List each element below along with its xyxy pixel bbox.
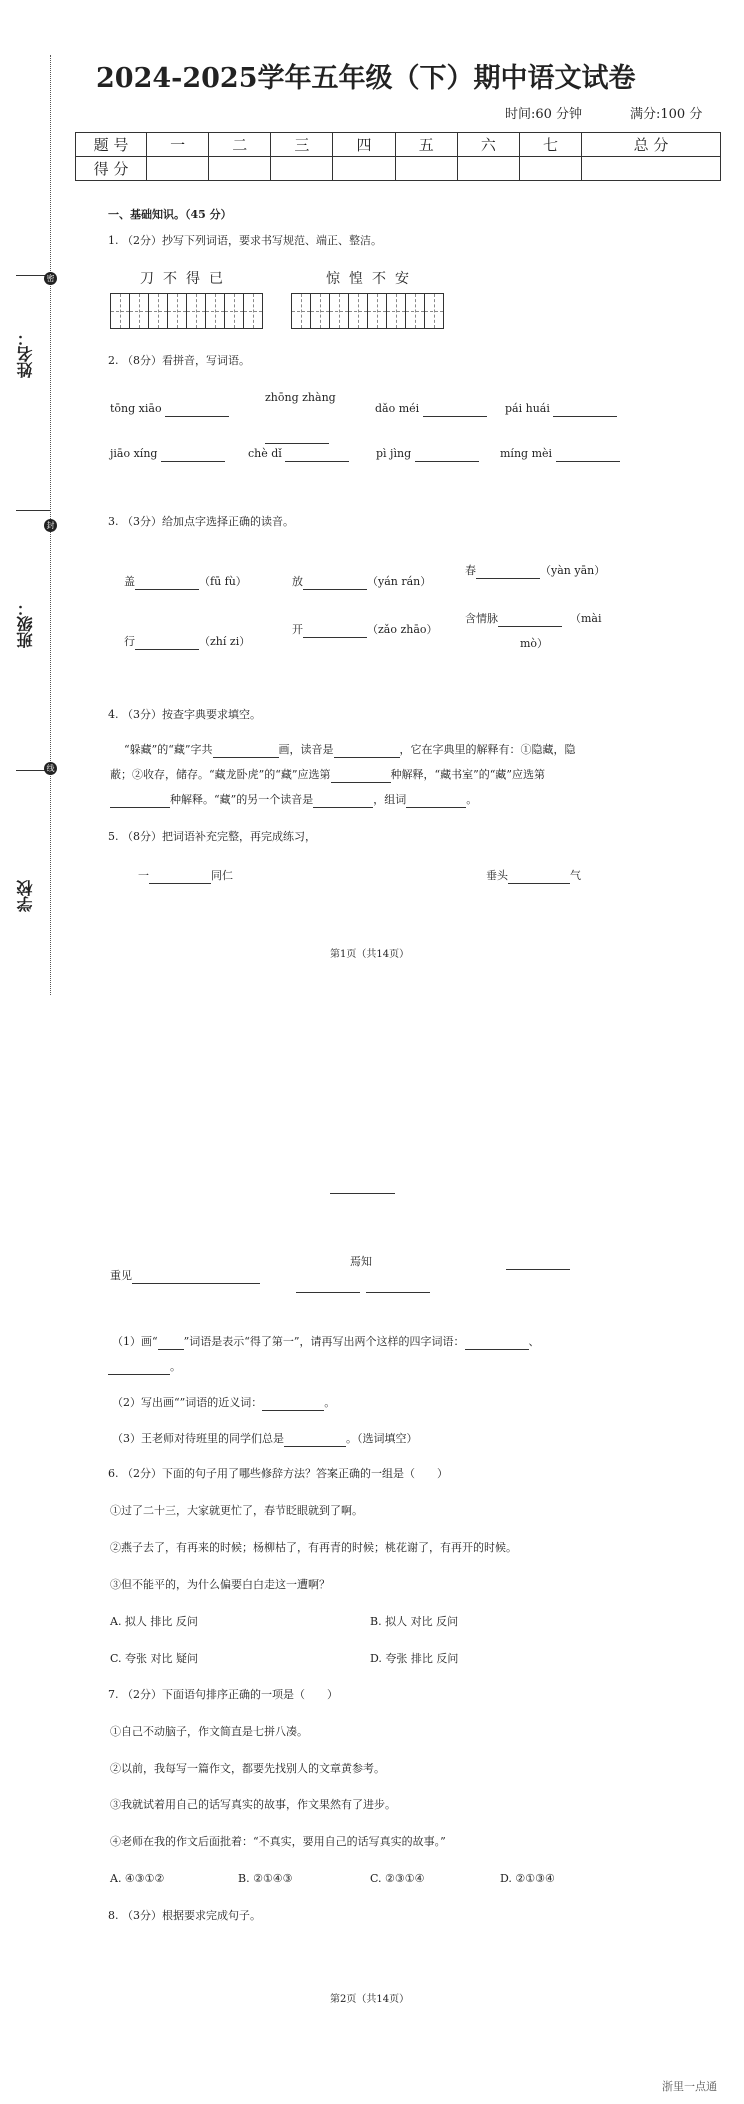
q3-item [124,634,250,650]
pinyin: zhōng zhàng [265,391,336,404]
answer-blank[interactable] [508,871,570,884]
table-header: 题 号 [76,133,147,157]
q6-option-b[interactable]: B. 拟人 对比 反问 [370,1615,459,1628]
q7-option-d[interactable]: D. ②①③④ [500,1872,555,1885]
q4-text: 蔽；②收存，储存。“藏龙卧虎”的“藏”应选第 [110,768,331,781]
score-cell[interactable] [271,157,333,181]
school-label: 学校 [16,880,35,912]
q3-options: （zǎo zhāo） [367,623,438,636]
score-cell[interactable] [333,157,395,181]
seal-mark-feng: 封 [44,519,57,532]
q5-text: 。（选词填空） [346,1432,418,1445]
score-row-label: 得 分 [76,157,147,181]
score-cell[interactable] [519,157,581,181]
q5-sub1 [112,1334,540,1350]
seal-mark-xian: 线 [44,762,57,775]
q5-stem: 5. （8分）把词语补充完整，再完成练习， [108,830,316,843]
score-table-score-row [76,157,721,181]
q2-item-blank[interactable] [265,425,329,444]
answer-blank[interactable] [553,404,617,417]
name-label: 姓名： [16,330,35,378]
q5-text: 重见 [110,1269,132,1282]
q5-text: （3）王老师对待班里的同学们总是 [112,1432,284,1445]
table-header: 七 [519,133,581,157]
q4-text: 。 [466,793,478,806]
q2-item [265,390,336,406]
full-score-label: 满分:100 分 [630,107,703,122]
q4-line-2 [110,767,545,783]
q7-stem: 7. （2分）下面语句排序正确的一项是（ ） [108,1688,338,1701]
answer-blank[interactable] [161,449,225,462]
answer-blank[interactable] [476,566,540,579]
q3-word: 开 [292,623,303,636]
answer-blank[interactable] [135,577,199,590]
answer-blank[interactable] [285,449,349,462]
q5-text: 。 [170,1360,181,1373]
q5-text: 垂头 [486,869,508,882]
score-cell[interactable] [457,157,519,181]
section-heading: 一、基础知识。（45 分） [108,208,232,221]
q3-item [292,574,431,590]
q4-text: “躲藏”的“藏”字共 [124,743,213,756]
q1-word-2: 惊惶不安 [326,271,418,287]
class-label: 班级： [16,600,35,648]
q5-sub3 [112,1431,418,1447]
page-footer-2: 第2页（共14页） [330,1994,410,2005]
seal-mark-mi: 密 [44,272,57,285]
q3-options: （zhí zi） [199,635,251,648]
table-header: 四 [333,133,395,157]
answer-blank[interactable] [265,431,329,444]
q7-option-a[interactable]: A. ④③①② [110,1872,165,1885]
q5-sub2 [112,1395,335,1411]
q5-text: （2）写出画“”词语的近义词： [112,1396,263,1409]
q3-item [465,611,602,627]
q3-options: （fū fù） [199,575,247,588]
q3-options-cont: mò） [520,637,549,650]
q3-word: 放 [292,575,303,588]
pinyin: dǎo méi [375,402,420,415]
answer-blank[interactable] [262,1398,324,1411]
answer-blank[interactable] [406,795,466,808]
q6-stem: 6. （2分）下面的句子用了哪些修辞方法？答案正确的一组是（ ） [108,1467,448,1480]
q5-text: 气 [570,869,581,882]
q7-option-c[interactable]: C. ②③①④ [370,1872,425,1885]
q5-text: 一 [138,869,149,882]
table-header: 总 分 [582,133,721,157]
q4-text: ，它在字典里的解释有：①隐藏，隐 [399,743,576,756]
q1-stem: 1. （2分）抄写下列词语，要求书写规范、端正、整洁。 [108,234,382,247]
q5-idiom-1 [138,868,233,884]
answer-blank[interactable] [423,404,487,417]
pinyin: chè dǐ [248,447,282,460]
answer-blank[interactable] [366,1292,430,1293]
q6-sentence: ①过了二十三，大家就更忙了，春节眨眼就到了啊。 [110,1504,363,1517]
pinyin: míng mèi [500,447,553,460]
q8-stem: 8. （3分）根据要求完成句子。 [108,1909,261,1922]
answer-blank[interactable] [506,1269,570,1270]
q3-stem: 3. （3分）给加点字选择正确的读音。 [108,515,294,528]
q2-item [248,446,349,462]
time-label: 时间:60 分钟 [505,107,583,122]
q5-sub1-cont [108,1359,181,1375]
q2-stem: 2. （8分）看拼音，写词语。 [108,354,250,367]
q3-options: （mài [570,612,602,625]
q6-sentence: ③但不能平的，为什么偏要白白走这一遭啊？ [110,1578,330,1591]
class-blank[interactable] [16,510,50,511]
answer-blank[interactable] [296,1292,360,1293]
q5-idiom-3 [110,1268,260,1284]
answer-blank[interactable] [213,745,279,758]
q3-word: 行 [124,635,135,648]
table-header: 二 [209,133,271,157]
pinyin: jiāo xíng [110,447,158,460]
table-header: 三 [271,133,333,157]
q2-item [505,401,617,417]
q4-text: ，组词 [373,793,407,806]
q3-item [292,622,438,638]
q3-item [124,574,247,590]
answer-blank[interactable] [303,577,367,590]
q3-options: （yàn yān） [540,564,606,577]
answer-blank[interactable] [465,1337,529,1350]
score-table [75,132,721,181]
q3-word: 盖 [124,575,135,588]
watermark: 浙里一点通 [662,2080,717,2093]
q5-text: 同仁 [211,869,233,882]
q2-item [375,401,487,417]
score-cell[interactable] [395,157,457,181]
page-footer-1: 第1页（共14页） [330,949,410,960]
answer-blank[interactable] [415,449,479,462]
answer-blank[interactable] [110,795,170,808]
answer-blank[interactable] [165,404,229,417]
answer-blank[interactable] [330,1193,395,1194]
answer-blank[interactable] [334,745,400,758]
q1-writing-grid-1[interactable] [110,293,263,329]
pinyin: pì jìng [376,447,412,460]
answer-blank[interactable] [284,1434,346,1447]
q4-line-3 [110,792,477,808]
q3-item [465,563,605,579]
score-cell[interactable] [147,157,209,181]
q6-sentence: ②燕子去了，有再来的时候；杨柳枯了，有再青的时候；桃花谢了，有再开的时候。 [110,1541,517,1554]
q5-idiom-4: 焉知 [350,1255,372,1268]
q2-item [110,401,229,417]
q1-word-1: 刀不得已 [140,271,232,287]
q7-sentence: ②以前，我每写一篇作文，都要先找别人的文章黄参考。 [110,1762,385,1775]
table-header: 五 [395,133,457,157]
score-cell[interactable] [209,157,271,181]
q6-option-d[interactable]: D. 夸张 排比 反问 [370,1652,459,1665]
q7-sentence: ③我就试着用自己的话写真实的故事，作文果然有了进步。 [110,1798,396,1811]
q2-item [110,446,225,462]
answer-blank[interactable] [331,770,391,783]
score-table-header-row [76,133,721,157]
q2-item [500,446,620,462]
q4-text: 种解释，“藏书室”的“藏”应选第 [390,768,545,781]
answer-blank[interactable] [556,449,620,462]
q7-option-b[interactable]: B. ②①④③ [238,1872,293,1885]
q7-sentence: ④老师在我的作文后面批着：“不真实，要用自己的话写真实的故事。” [110,1835,446,1848]
q2-item [376,446,479,462]
q3-word: 含情脉 [465,612,498,625]
table-header: 六 [457,133,519,157]
q1-writing-grid-2[interactable] [291,293,444,329]
answer-blank[interactable] [149,871,211,884]
answer-blank[interactable] [313,795,373,808]
q7-sentence: ①自己不动脑子，作文简直是七拼八凑。 [110,1725,308,1738]
q3-options: （yán rán） [367,575,432,588]
q6-option-a[interactable]: A. 拟人 排比 反问 [110,1615,198,1628]
score-cell[interactable] [582,157,721,181]
q5-text: 、 [528,1335,540,1348]
q4-line-1 [124,742,576,758]
exam-title: 2024-2025学年五年级（下）期中语文试卷 [96,63,636,94]
pinyin: tōng xiāo [110,402,162,415]
answer-blank[interactable] [108,1362,170,1375]
q5-idiom-2 [486,868,581,884]
answer-blank[interactable] [135,637,199,650]
table-header: 一 [147,133,209,157]
q4-text: 种解释。“藏”的另一个读音是 [170,793,314,806]
answer-blank[interactable] [303,625,367,638]
answer-blank[interactable] [132,1271,260,1284]
q5-text: （1）画“ [112,1335,158,1348]
answer-blank[interactable] [158,1337,184,1350]
q6-option-c[interactable]: C. 夸张 对比 疑问 [110,1652,199,1665]
q5-text: 。 [324,1396,336,1409]
q4-text: 画，读音是 [278,743,334,756]
answer-blank[interactable] [498,614,562,627]
q3-word: 春 [465,564,476,577]
pinyin: pái huái [505,402,550,415]
q5-text: ”词语是表示“得了第一”，请再写出两个这样的四字词语： [183,1335,465,1348]
q4-stem: 4. （3分）按查字典要求填空。 [108,708,261,721]
